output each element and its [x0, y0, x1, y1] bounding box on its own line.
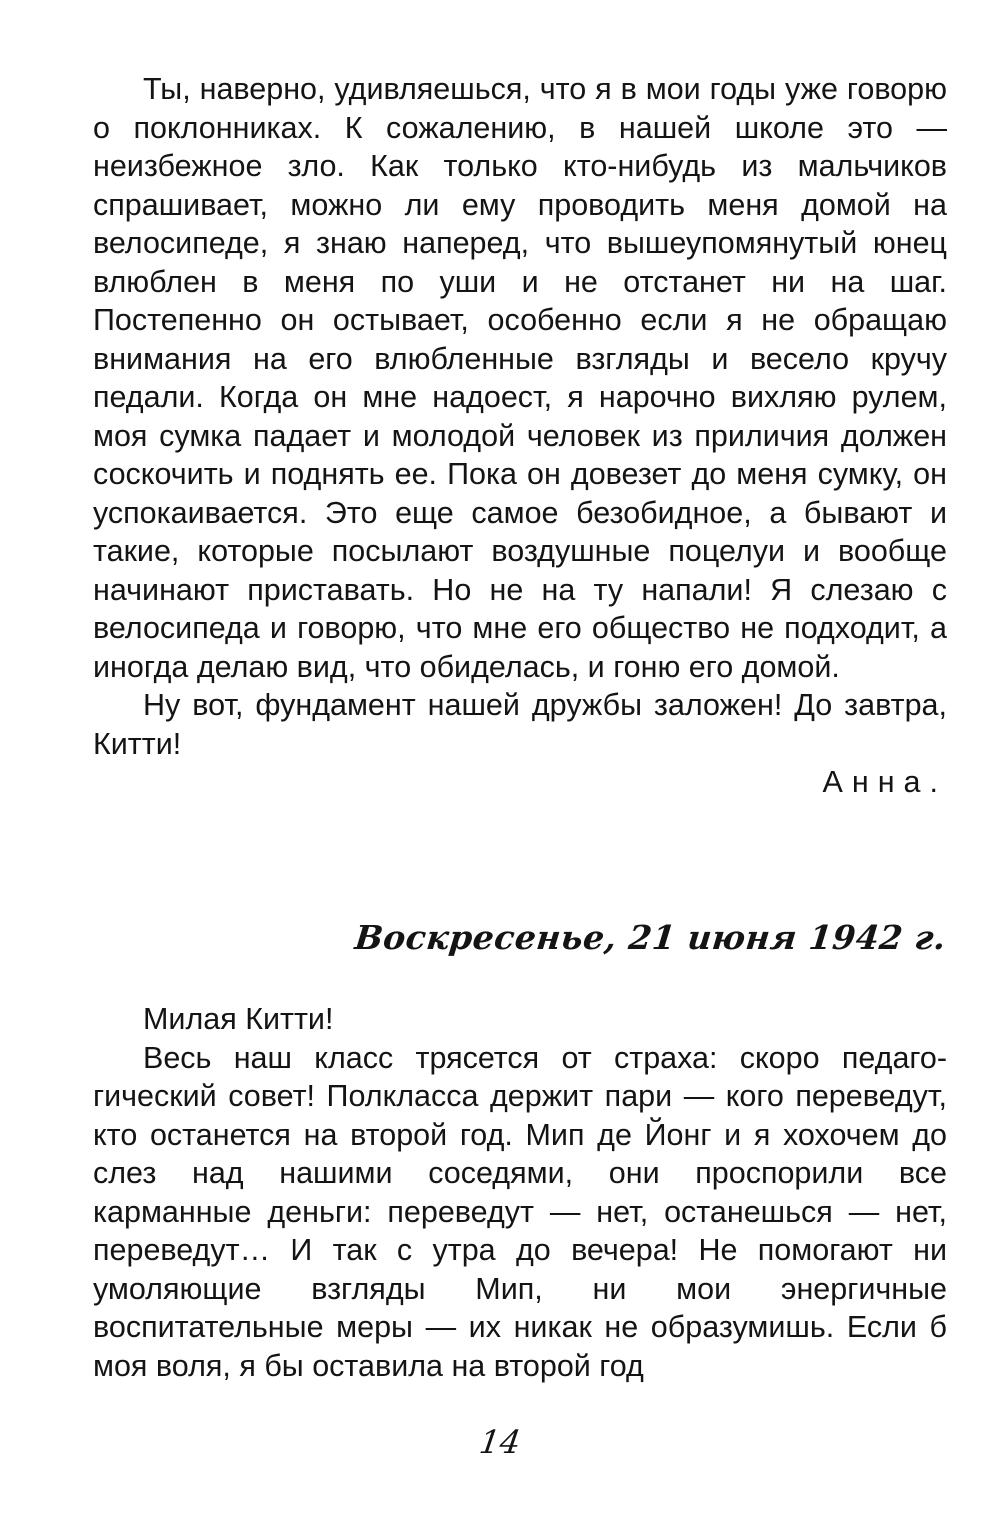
diary-date-heading: Воскресенье, 21 июня 1942 г.	[353, 918, 949, 957]
page-number: 14	[476, 1423, 524, 1461]
signature: Анна.	[822, 765, 947, 799]
paragraph-class-fear: Весь наш класс трясется от страха: скоро педагогический совет! Полкласса держит пари — кого переведут, кто останется на второй год. Мип де Йонг и я хохочем до слез над нашими соседями, они проспорили все карманные деньги: переведут — нет, останешься — нет, переведут… И так с утра до вечера! Не помогают ни умоляющие взгляды Мип, ни мои энергичные воспитательные меры — их никак не образумишь. Если б моя воля, я бы оставила на второй год	[93, 1040, 947, 1383]
new-diary-entry	[93, 1000, 947, 1385]
letter-continuation	[93, 70, 947, 802]
greeting: Милая Китти!	[143, 1002, 334, 1036]
paragraph-admirers: Ты, наверно, удивляешься, что я в мои годы уже говорю о поклонниках. К сожалению, в нашей школе это — неизбежное зло. Как только кто-нибудь из мальчиков спрашивает, можно ли ему проводить меня домой на велосипеде, я знаю наперед, что вышеупомянутый юнец влюблен в меня по уши и не отстанет ни на шаг. Постепенно он остывает, особенно если я не обращаю внимания на его влюбленные взгляды и весело кручу педали. Когда он мне надоест, я нарочно вихляю рулем, моя сумка падает и молодой человек из приличия должен соскочить и поднять ее. Пока он довезет до меня сумку, он успокаивается. Это еще самое безобидное, а бывают и такие, которые посылают воздушные поцелуи и вообще начинают приставать. Но не на ту напали! Я слезаю с велосипеда и говорю, что мне его общество не подходит, а иногда делаю вид, что обиделась, и гоню его домой.	[93, 72, 947, 684]
paragraph-closing: Ну вот, фундамент нашей дружбы заложен! До завтра, Китти!	[93, 688, 947, 761]
